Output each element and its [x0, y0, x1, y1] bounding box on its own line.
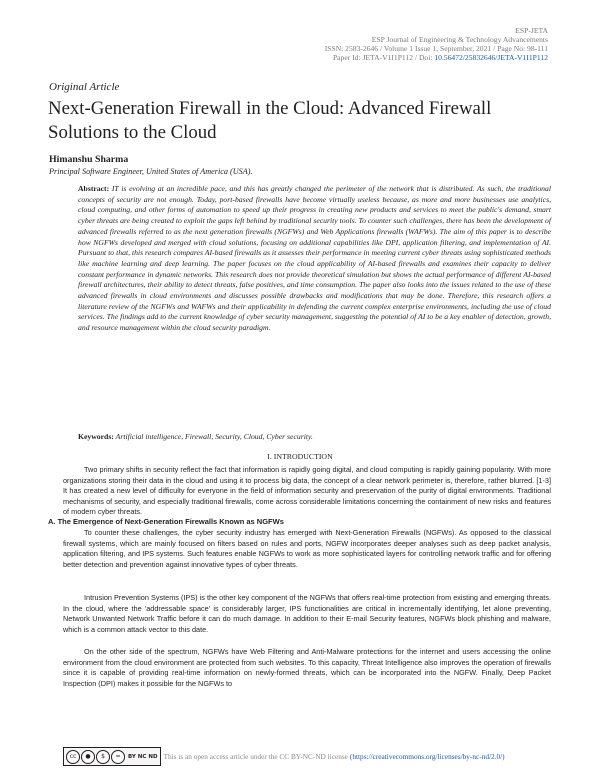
article-type: Original Article — [49, 81, 120, 93]
subsection-heading: A. The Emergence of Next-Generation Firewalls Known as NGFWs — [48, 517, 284, 526]
noncommercial-icon: $ — [96, 750, 110, 764]
body-paragraph: To counter these challenges, the cyber security industry has emerged with Next-Generation Firewalls (NGFWs). As opposed to the classical firewall systems, which are mainly focused on filters based on rules and ports, NGFW incorporates deeper analyses such as deep packet analysis, application filtering, and IPS systems. Such features enable NGFWs to work as more sophisticated layers for controlling network traffic and for offering better detection and prevention against innovative types of cyber threats. — [63, 528, 551, 569]
journal-abbr: ESP-JETA — [515, 26, 548, 35]
attribution-icon: ● — [81, 750, 95, 764]
abstract-text: IT is evolving at an incredible pace, and this has greatly changed the perimeter of the network that is distributed. As such, the traditional concepts of security are not enough. Today, port-based firewalls have become virtually useless because, as more and more businesses use analytics, cloud computing, and other forms of automation to speed up their progress in creating new products and services to meet the public's demand, smart cyber threats are being created to exploit the gaps left behind by traditional security tools. To counter such challenges, there has been the development of advanced firewalls referred to as the next generation firewalls (NGFWs) and Web Applications firewalls (WAFWs). The aim of this paper is to describe how NGFWs developed and merged with cloud solutions, focusing on additional capabilities like DPI, application filtering, and implementation of AI. Pursuant to that, this research compares AI-based firewalls as it assesses their performance in meeting current cyber threats using sophisticated methods like machine learning and deep learning. The paper focuses on the cloud applicability of AI-based firewalls and examines their capacity to deliver constant performance in dynamic networks. This research does not provide theoretical simulation but shows the actual performance of different AI-based firewall architectures, their ability to detect threats, false positives, and time consumption. The paper also looks into the issues related to the use of these advanced firewalls in cloud environments and discusses possible drawbacks and modifications that may be done. Therefore, this research offers a literature review of the NGFWs and WAFWs and their applicability in defending the current complex enterprise environments, including the use of cloud services. The findings add to the current knowledge of cyber security management, suggesting the potential of AI to be a key enabler of detection, growth, and resource management within the cloud security paradigm. — [78, 184, 552, 333]
keywords — [78, 432, 551, 441]
license-link[interactable]: (https://creativecommons.org/licenses/by-nc-nd/2.0/) — [349, 752, 505, 761]
license-footer — [63, 747, 505, 766]
cc-license-badge — [63, 747, 161, 766]
doi-link[interactable]: 10.56472/25832646/JETA-V1I1P112 — [434, 53, 548, 62]
paper-title: Next-Generation Firewall in the Cloud: Advanced Firewall Solutions to the Cloud — [48, 98, 492, 143]
issn-line: ISSN: 2583-2646 / Volume 1 Issue 1, September, 2021 / Page No: 98-111 — [324, 44, 548, 53]
keywords-text: Artificial intelligence, Firewall, Security, Cloud, Cyber security. — [115, 432, 313, 441]
body-paragraph: Intrusion Prevention Systems (IPS) is the other key component of the NGFWs that offers real-time protection from existing and emerging threats. In the cloud, where the 'addressable space' is considerably larger, IPS functionalities are critical in incrementally identifying, let alone preventing, Network Unwanted Network Traffic before it can do much damage. In addition to their E-mail Security features, NGFWs block phishing and malware, which is a common attack vector to this date. — [63, 593, 551, 634]
keywords-label: Keywords: — [78, 432, 114, 441]
cc-icon: cc — [66, 750, 80, 764]
body-paragraph: On the other side of the spectrum, NGFWs have Web Filtering and Anti-Malware protections for the internet and users accessing the online environment from the cloud environment are protected from such websites. To this capacity, Threat Intelligence also improves the operation of firewalls since it is capable of providing real-time information on newly-formed threats, which can be incorporated into the NGFW. Finally, Deep Packet Inspection (DPI) makes it possible for the NGFWs to — [63, 647, 551, 688]
journal-name: ESP Journal of Engineering & Technology Advancements — [371, 35, 548, 44]
noderivatives-icon: = — [111, 750, 125, 764]
author-name: Himanshu Sharma — [49, 154, 129, 165]
paper-id-line — [333, 53, 548, 63]
cc-badge-text: BY NC ND — [128, 753, 158, 760]
paper-id-label: Paper Id: JETA-V1I1P112 / Doi: — [332, 53, 435, 62]
section-heading: I. INTRODUCTION — [267, 452, 333, 461]
intro-paragraph: Two primary shifts in security reflect the fact that information is rapidly going digital, and cloud computing is rapidly gaining popularity. With more organizations storing their data in the cloud and using it to process big data, the concept of a clear network perimeter is, therefore, rather blurred. [1-3] It has created a new level of difficulty for everyone in the field of information security and preservation of the purity of digital environments. Traditional mechanisms of security, and especially traditional firewalls, come across considerable limitations concerning the containment of new risks and features of modern cyber threats. — [63, 465, 551, 517]
license-text: This is an open access article under the CC BY-NC-ND license — [163, 752, 348, 761]
abstract — [78, 184, 551, 334]
author-affiliation: Principal Software Engineer, United States of America (USA). — [49, 167, 253, 176]
abstract-label: Abstract: — [78, 184, 110, 193]
